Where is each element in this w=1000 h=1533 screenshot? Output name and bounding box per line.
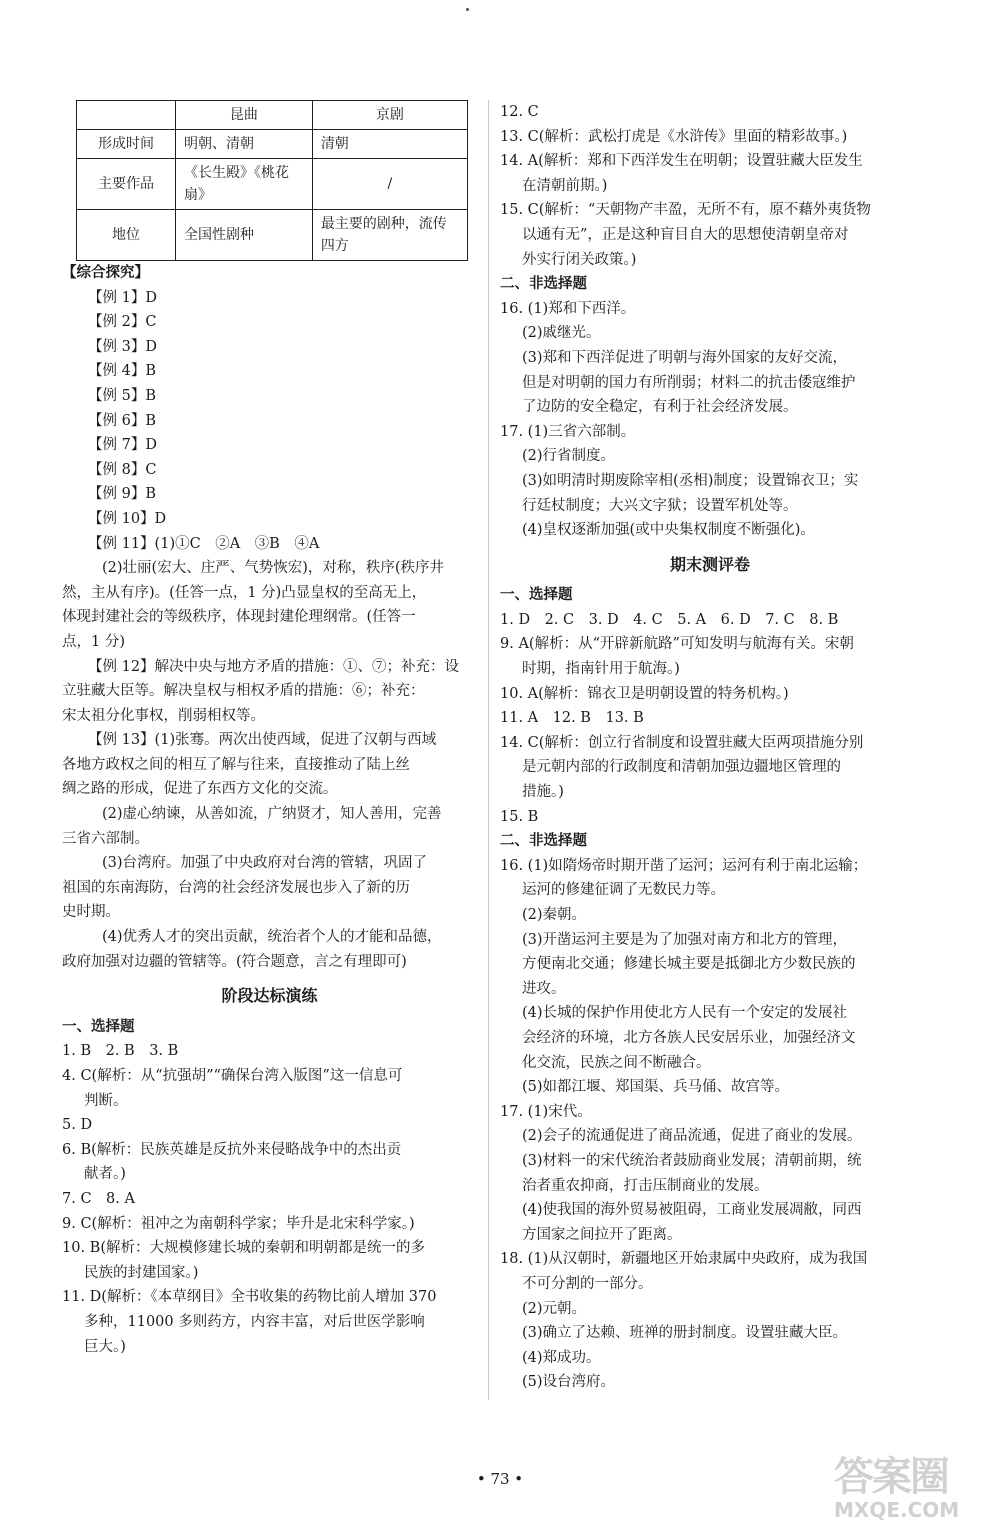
- text-line: (2)行省制度。: [522, 448, 616, 465]
- table-row: [77, 159, 468, 210]
- column-divider: [488, 100, 489, 1400]
- text-line: 14. A(解析：郑和下西洋发生在明朝；设置驻藏大臣发生: [500, 153, 863, 170]
- text-line: 体现封建社会的等级秩序，体现封建伦理纲常。(任答一: [62, 609, 416, 626]
- table-cell: [77, 101, 176, 130]
- text-line: 方国家之间拉开了距离。: [522, 1226, 682, 1243]
- text-line: 【例 1】D: [88, 289, 157, 306]
- text-line: 11. D(解析：《本草纲目》全书收集的药物比前人增加 370: [62, 1289, 437, 1306]
- left-answer-text: [62, 261, 477, 1359]
- text-line: 17. (1)三省六部制。: [500, 423, 636, 440]
- text-line: 7. C 8. A: [62, 1190, 135, 1207]
- text-line: 政府加强对边疆的管辖等。(符合题意，言之有理即可): [62, 953, 407, 970]
- text-line: 会经济的环境，北方各族人民安居乐业，加强经济文: [522, 1029, 856, 1046]
- text-line: 1. D 2. C 3. D 4. C 5. A 6. D 7. C 8. B: [500, 611, 839, 628]
- table-cell: 昆曲: [176, 101, 313, 130]
- right-column: [500, 100, 920, 1395]
- text-line: 外实行闭关政策。): [522, 251, 637, 268]
- watermark-logo: [834, 1455, 984, 1527]
- text-line: 一、选择题: [62, 1017, 135, 1035]
- text-line: (2)虚心纳谏，从善如流，广纳贤才，知人善用，完善: [102, 806, 442, 823]
- opera-comparison-table: [76, 100, 468, 261]
- text-line: 方便南北交通；修建长城主要是抵御北方少数民族的: [522, 956, 856, 973]
- text-line: 13. C(解析：武松打虎是《水浒传》里面的精彩故事。): [500, 128, 848, 145]
- table-cell: 明朝、清朝: [176, 130, 313, 159]
- text-line: 进攻。: [522, 980, 566, 997]
- text-line: 各地方政权之间的相互了解与往来，直接推动了陆上丝: [62, 756, 410, 773]
- text-line: 判断。: [84, 1092, 128, 1109]
- text-line: 但是对明朝的国力有所削弱；材料二的抗击倭寇维护: [522, 374, 856, 391]
- text-line: (4)皇权逐渐加强(或中央集权制度不断强化)。: [522, 522, 815, 539]
- text-line: 献者。): [84, 1166, 126, 1183]
- text-line: (4)郑成功。: [522, 1349, 601, 1366]
- table-cell: 最主要的剧种，流传四方: [312, 210, 467, 261]
- text-line: 【例 4】B: [88, 363, 156, 380]
- text-line: 【例 13】(1)张骞。两次出使西域，促进了汉朝与西域: [88, 732, 437, 749]
- text-line: 民族的封建国家。): [84, 1264, 199, 1281]
- text-line: (3)开凿运河主要是为了加强对南方和北方的管理，: [522, 931, 848, 948]
- text-line: 在清朝前期。): [522, 177, 608, 194]
- text-line: 以通有无”，正是这种盲目自大的思想使清朝皇帝对: [522, 226, 849, 243]
- section-title: 期末测评卷: [669, 554, 750, 574]
- text-line: 【例 8】C: [88, 461, 157, 478]
- text-line: 10. A(解析：锦衣卫是明朝设置的特务机构。): [500, 685, 789, 702]
- text-line: 多种，11000 多则药方，内容丰富，对后世医学影响: [84, 1313, 425, 1330]
- text-line: 1. B 2. B 3. B: [62, 1043, 179, 1060]
- text-line: (3)如明清时期废除宰相(丞相)制度；设置锦衣卫；实: [522, 472, 859, 489]
- text-line: (4)使我国的海外贸易被阻碍，工商业发展凋敝，同西: [522, 1202, 862, 1219]
- text-line: 绸之路的形成，促进了东西方文化的交流。: [62, 781, 338, 798]
- text-line: (3)郑和下西洋促进了明朝与海外国家的友好交流，: [522, 349, 848, 366]
- text-line: 【例 7】D: [88, 437, 157, 454]
- page-number: • 73 •: [476, 1470, 524, 1488]
- text-line: 9. C(解析：祖冲之为南朝科学家；毕升是北宋科学家。): [62, 1215, 415, 1232]
- table-row: [77, 210, 468, 261]
- text-line: 15. B: [500, 808, 539, 825]
- text-line: 15. C(解析：“天朝物产丰盈，无所不有，原不藉外夷货物: [500, 202, 871, 219]
- text-line: 措施。): [522, 784, 564, 801]
- text-line: 运河的修建征调了无数民力等。: [522, 882, 725, 899]
- table-cell: 《长生殿》《桃花扇》: [176, 159, 313, 210]
- text-line: 16. (1)郑和下西洋。: [500, 300, 636, 317]
- table-cell: 清朝: [312, 130, 467, 159]
- text-line: (4)长城的保护作用使北方人民有一个安定的发展社: [522, 1005, 848, 1022]
- text-line: 【例 5】B: [88, 387, 156, 404]
- text-line: 一、选择题: [500, 586, 573, 604]
- table-row: [77, 130, 468, 159]
- text-line: (2)戚继光。: [522, 325, 601, 342]
- top-mark: [466, 8, 469, 11]
- text-line: 【例 6】B: [88, 412, 156, 429]
- table-cell: 主要作品: [77, 159, 176, 210]
- text-line: 是元朝内部的行政制度和清朝加强边疆地区管理的: [522, 759, 841, 776]
- text-line: 不可分割的一部分。: [522, 1275, 653, 1292]
- text-line: 6. B(解析：民族英雄是反抗外来侵略战争中的杰出贡: [62, 1141, 402, 1158]
- text-line: 11. A 12. B 13. B: [500, 710, 644, 727]
- text-line: (3)材料一的宋代统治者鼓励商业发展；清朝前期，统: [522, 1152, 862, 1169]
- text-line: (5)设台湾府。: [522, 1374, 616, 1391]
- text-line: 治者重农抑商，打击压制商业的发展。: [522, 1177, 769, 1194]
- text-line: 宋太祖分化事权，削弱相权等。: [62, 707, 265, 724]
- table-cell: 全国性剧种: [176, 210, 313, 261]
- table-cell: /: [312, 159, 467, 210]
- text-line: (4)优秀人才的突出贡献，统治者个人的才能和品德，: [102, 929, 442, 946]
- text-line: (3)台湾府。加强了中央政府对台湾的管辖，巩固了: [102, 855, 428, 872]
- text-line: 点，1 分): [62, 633, 125, 650]
- table-cell: 形成时间: [77, 130, 176, 159]
- text-line: 了边防的安全稳定，有利于社会经济发展。: [522, 399, 798, 416]
- text-line: 祖国的东南海防，台湾的社会经济发展也步入了新的历: [62, 879, 410, 896]
- text-line: 【例 12】解决中央与地方矛盾的措施：①、⑦；补充：设: [88, 658, 460, 675]
- text-line: 18. (1)从汉朝时，新疆地区开始隶属中央政府，成为我国: [500, 1251, 868, 1268]
- text-line: 17. (1)宋代。: [500, 1103, 592, 1120]
- text-line: (3)确立了达赖、班禅的册封制度。设置驻藏大臣。: [522, 1325, 848, 1342]
- text-line: (2)秦朝。: [522, 907, 587, 923]
- text-line: 巨大。): [84, 1338, 126, 1355]
- table-header-row: [77, 101, 468, 130]
- text-line: 【例 3】D: [88, 338, 157, 355]
- section-title: 阶段达标演练: [221, 986, 318, 1006]
- text-line: 【例 11】(1)①C ②A ③B ④A: [88, 535, 320, 552]
- watermark-url: MXQE.COM: [834, 1498, 960, 1522]
- text-line: (2)元朝。: [522, 1300, 587, 1317]
- left-column: [62, 100, 477, 1359]
- text-line: 14. C(解析：创立行省制度和设置驻藏大臣两项措施分别: [500, 734, 864, 751]
- text-line: 三省六部制。: [62, 830, 149, 847]
- text-line: 10. B(解析：大规模修建长城的秦朝和明朝都是统一的多: [62, 1240, 425, 1257]
- text-line: 时期，指南针用于航海。): [522, 661, 680, 678]
- text-line: 二、非选择题: [500, 832, 587, 850]
- text-line: (2)会子的流通促进了商品流通，促进了商业的发展。: [522, 1128, 862, 1145]
- text-line: 9. A(解析：从“开辟新航路”可知发明与航海有关。宋朝: [500, 636, 854, 653]
- text-line: 12. C: [500, 104, 539, 120]
- table-cell: 地位: [77, 210, 176, 261]
- table-cell: 京剧: [312, 101, 467, 130]
- text-line: (5)如都江堰、郑国渠、兵马俑、故宫等。: [522, 1079, 790, 1096]
- text-line: (2)壮丽(宏大、庄严、气势恢宏)，对称，秩序(秩序井: [102, 560, 445, 577]
- text-line: 化交流，民族之间不断融合。: [522, 1054, 711, 1071]
- text-line: 【例 10】D: [88, 510, 167, 527]
- text-line: 行廷杖制度；大兴文字狱；设置军机处等。: [522, 497, 798, 514]
- text-line: 【综合探究】: [62, 264, 149, 281]
- text-line: 4. C(解析：从“抗强胡”“确保台湾入版图”这一信息可: [62, 1068, 403, 1084]
- right-answer-text: [500, 100, 920, 1395]
- watermark-text: 答案圈: [834, 1454, 948, 1500]
- text-line: 二、非选择题: [500, 275, 587, 293]
- text-line: 【例 9】B: [88, 486, 156, 503]
- text-line: 5. D: [62, 1117, 93, 1134]
- text-line: 然，主从有序)。(任答一点，1 分)凸显皇权的至高无上，: [62, 584, 427, 601]
- text-line: 16. (1)如隋炀帝时期开凿了运河；运河有利于南北运输；: [500, 857, 868, 874]
- text-line: 立驻藏大臣等。解决皇权与相权矛盾的措施：⑥；补充：: [62, 683, 425, 700]
- text-line: 史时期。: [62, 904, 120, 921]
- text-line: 【例 2】C: [88, 314, 157, 331]
